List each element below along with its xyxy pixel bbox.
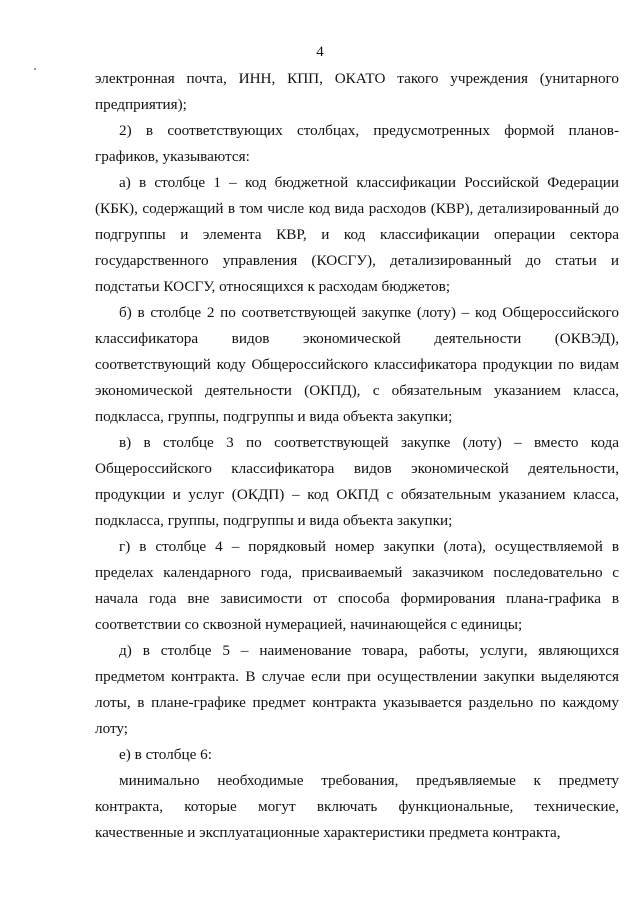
paragraph-1: электронная почта, ИНН, КПП, ОКАТО такого учреждения (унитарного предприятия); [95, 70, 619, 113]
paragraph-a: а) в столбце 1 – код бюджетной классификации Российской Федерации (КБК), содержащий в том числе код вида расходов (КВР), детализированный до подгруппы и элемента КВР, и код классификации операции сектора государственного управления (КОСГУ), детализированный до статьи и подстатьи КОСГУ, относящихся к расходам бюджетов; [95, 174, 619, 295]
page-number: 4 [316, 44, 324, 60]
body-text [95, 66, 619, 846]
paragraph-2: 2) в соответствующих столбцах, предусмотренных формой планов-графиков, указываются: [95, 122, 619, 165]
paragraph-requirements: минимально необходимые требования, предъявляемые к предмету контракта, которые могут включать функциональные, технические, качественные и эксплуатационные характеристики предмета контракта, [95, 772, 619, 841]
scan-artifact [34, 68, 36, 70]
paragraph-b: б) в столбце 2 по соответствующей закупке (лоту) – код Общероссийского классификатора видов экономической деятельности (ОКВЭД), соответствующий коду Общероссийского классификатора продукции по видам экономической деятельности (ОКПД), с обязательным указанием класса, подкласса, группы, подгруппы и вида объекта закупки; [95, 304, 619, 425]
paragraph-e: е) в столбце 6: [119, 746, 212, 763]
paragraph-v: в) в столбце 3 по соответствующей закупке (лоту) – вместо кода Общероссийского классификатора видов экономической деятельности, продукции и услуг (ОКДП) – код ОКПД с обязательным указанием класса, подкласса, группы, подгруппы и вида объекта закупки; [95, 434, 619, 529]
paragraph-g: г) в столбце 4 – порядковый номер закупки (лота), осуществляемой в пределах календарного года, присваиваемый заказчиком последовательно с начала года вне зависимости от способа формирования плана-графика в соответствии со сквозной нумерацией, начинающейся с единицы; [95, 538, 619, 633]
paragraph-d: д) в столбце 5 – наименование товара, работы, услуги, являющихся предметом контракта. В случае если при осуществлении закупки выделяются лоты, в плане-графике предмет контракта указывается раздельно по каждому лоту; [95, 642, 619, 737]
